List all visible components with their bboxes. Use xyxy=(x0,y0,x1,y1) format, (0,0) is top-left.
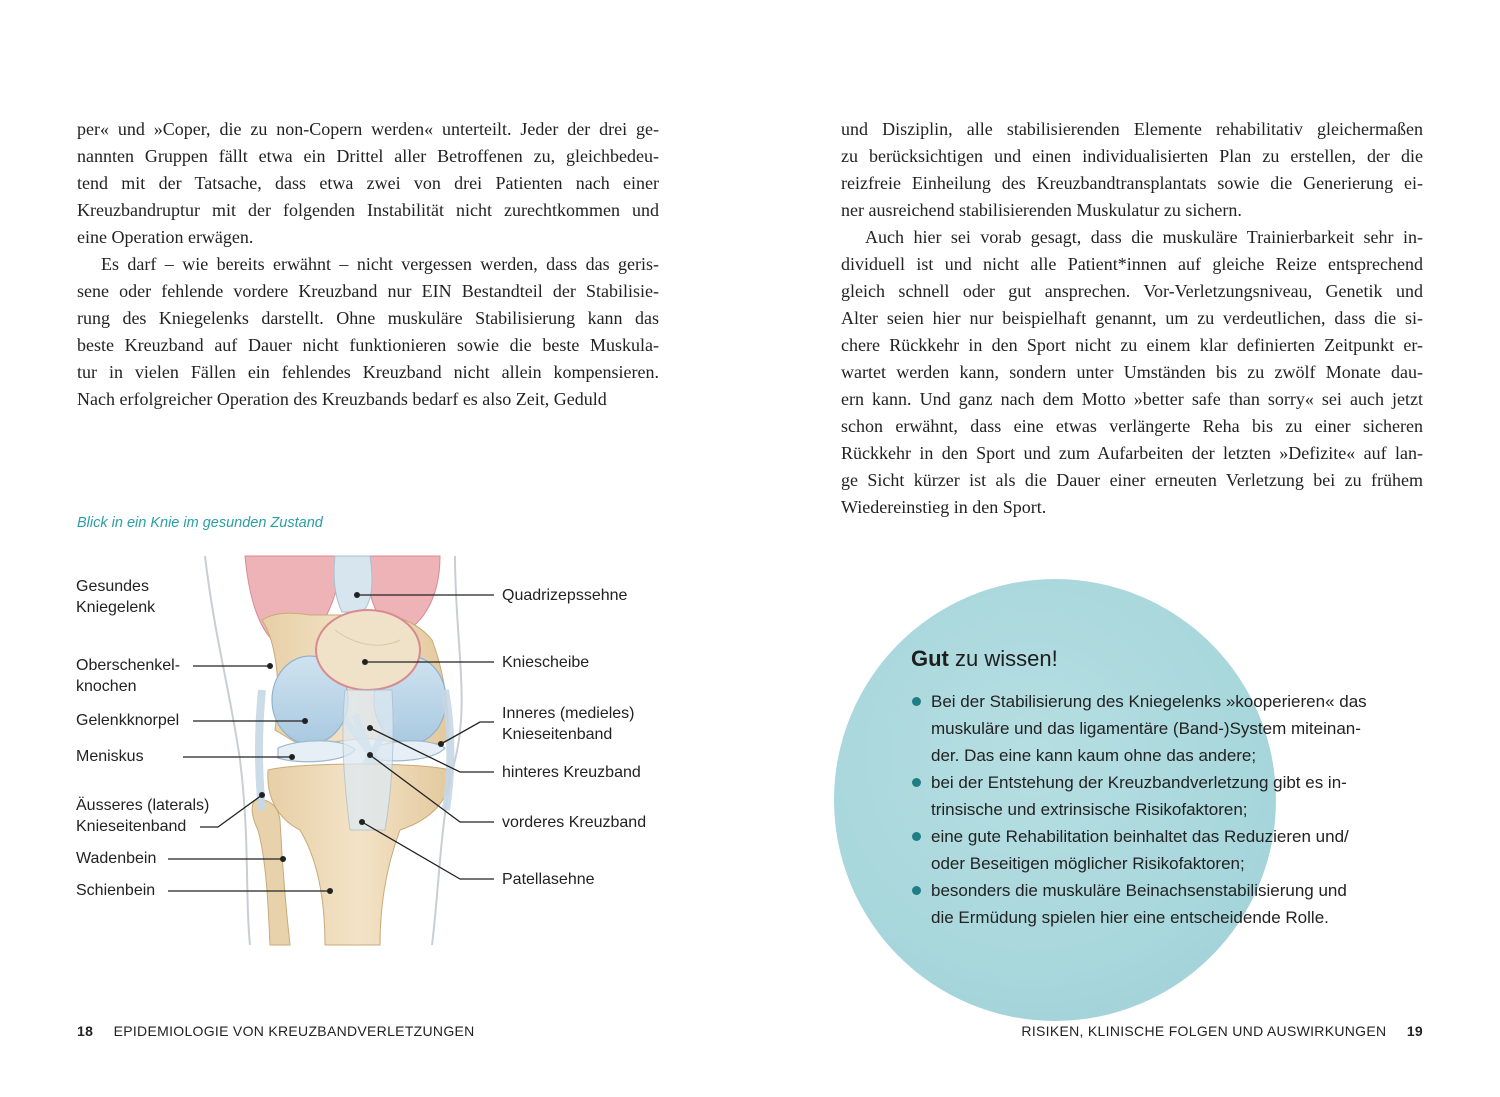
label-gelenkknorpel: Gelenkknorpel xyxy=(76,712,180,729)
text-line: Rückkehr in den Sport und zum Aufarbeiten der letzten »Defizite« auf lan- xyxy=(841,443,1423,463)
text-line: ern kann. Und ganz nach dem Motto »better safe than sorry« sei auch jetzt xyxy=(841,389,1423,409)
lateral-collateral xyxy=(259,690,262,810)
paragraph xyxy=(77,251,659,413)
fibula xyxy=(252,800,290,945)
bullet-icon xyxy=(912,832,921,841)
info-list-item xyxy=(911,877,1401,931)
text-line: schon erwähnt, dass eine etwas verlängerte Reha bis zu einer sicheren xyxy=(841,416,1423,436)
label-quadrizepssehne: Quadrizepssehne xyxy=(502,587,628,604)
footer-right xyxy=(1021,1023,1423,1039)
info-line: die Ermüdung spielen hier eine entscheidende Rolle. xyxy=(931,908,1329,927)
info-line: oder Beseitigen möglicher Risikofaktoren; xyxy=(931,854,1245,873)
text-line: eine Operation erwägen. xyxy=(77,227,254,247)
text-line: Es darf – wie bereits erwähnt – nicht vergessen werden, dass das geris- xyxy=(101,254,659,274)
text-line: per« und »Coper, die zu non-Copern werden« unterteilt. Jeder der drei ge- xyxy=(77,119,659,139)
text-line: chere Rückkehr in den Sport nicht zu einem klar definierten Zeitpunkt er- xyxy=(841,335,1423,355)
label-hinteres-kreuzband: hinteres Kreuzband xyxy=(502,764,641,781)
text-line: ner ausreichend stabilisierenden Muskulatur zu sichern. xyxy=(841,200,1242,220)
patellar-tendon xyxy=(343,690,393,830)
text-line: beste Kreuzband auf Dauer nicht funktionieren sowie die beste Muskula- xyxy=(77,335,659,355)
page-number-right: 19 xyxy=(1406,1023,1423,1039)
text-line: ge Sicht kürzer ist als die Dauer einer erneuten Verletzung bei zu frühem xyxy=(841,470,1423,490)
quadriceps-tendon xyxy=(334,556,372,612)
right-body-text xyxy=(841,116,1423,521)
info-line: bei der Entstehung der Kreuzbandverletzung gibt es in- xyxy=(931,773,1347,792)
text-line: und Disziplin, alle stabilisierenden Elemente rehabilitativ gleichermaßen xyxy=(841,119,1423,139)
bullet-icon xyxy=(912,778,921,787)
text-line: wartet werden kann, sondern unter Umständen bis zu zwölf Monate dau- xyxy=(841,362,1423,382)
text-line: Wiedereinstieg in den Sport. xyxy=(841,497,1047,517)
info-line: Bei der Stabilisierung des Kniegelenks »kooperieren« das xyxy=(931,692,1367,711)
text-line: reizfreie Einheilung des Kreuzbandtransplantats sowie die Generierung ei- xyxy=(841,173,1423,193)
figure-caption: Blick in ein Knie im gesunden Zustand xyxy=(77,515,323,531)
text-line: tur in vielen Fällen ein fehlendes Kreuzband nicht allein kompensieren. xyxy=(77,362,659,382)
left-body-text xyxy=(77,116,659,413)
paragraph xyxy=(841,116,1423,224)
text-line: zu berücksichtigen und einen individualisierten Plan zu erstellen, der die xyxy=(841,146,1423,166)
right-page xyxy=(750,0,1500,1097)
label-oberschenkelknochen: Oberschenkel- knochen xyxy=(76,657,181,695)
bullet-icon xyxy=(912,886,921,895)
text-line: tend mit der Tatsache, dass etwa zwei von drei Patienten nach einer xyxy=(77,173,659,193)
text-line: rung des Kniegelenks darstellt. Ohne muskuläre Stabilisierung kann das xyxy=(77,308,659,328)
info-line: eine gute Rehabilitation beinhaltet das Reduzieren und/ xyxy=(931,827,1349,846)
label-vorderes-kreuzband: vorderes Kreuzband xyxy=(502,814,647,831)
paragraph xyxy=(841,224,1423,521)
label-meniskus: Meniskus xyxy=(76,748,144,765)
info-list-item xyxy=(911,769,1401,823)
bullet-icon xyxy=(912,697,921,706)
text-line: Kreuzbandruptur mit der folgenden Instabilität nicht zurechtkommen und xyxy=(77,200,659,220)
info-line: besonders die muskuläre Beinachsenstabilisierung und xyxy=(931,881,1347,900)
label-patellasehne: Patellasehne xyxy=(502,871,595,888)
text-line: Nach erfolgreicher Operation des Kreuzbands bedarf es also Zeit, Geduld xyxy=(77,389,607,409)
running-head-left: EPIDEMIOLOGIE VON KREUZBANDVERLETZUNGEN xyxy=(113,1023,475,1039)
text-line: Auch hier sei vorab gesagt, dass die muskuläre Trainierbarkeit sehr in- xyxy=(865,227,1423,247)
text-line: Alter seien hier nur beispielhaft genannt, um zu verdeutlichen, dass die si- xyxy=(841,308,1423,328)
text-line: nannten Gruppen fällt etwa ein Drittel aller Betroffenen zu, gleichbedeu- xyxy=(77,146,659,166)
label-aeusseres-knieseitenband: Äusseres (laterals) Knieseitenband xyxy=(76,797,210,835)
label-schienbein: Schienbein xyxy=(76,882,156,899)
info-box-title: Gut zu wissen! xyxy=(911,646,1058,671)
info-line: trinsische und extrinsische Risikofaktoren; xyxy=(931,800,1248,819)
text-line: gleich schnell oder gut ansprechen. Vor-Verletzungsniveau, Genetik und xyxy=(841,281,1423,301)
label-inneres-knieseitenband: Inneres (medieles) Knieseitenband xyxy=(502,705,635,743)
label-wadenbein: Wadenbein xyxy=(76,850,157,867)
info-line: muskuläre und das ligamentäre (Band-)System miteinan- xyxy=(931,719,1361,738)
text-line: dividuell ist und nicht alle Patient*innen auf gleiche Reize entsprechend xyxy=(841,254,1423,274)
medial-collateral xyxy=(445,690,450,810)
running-head-right: RISIKEN, KLINISCHE FOLGEN UND AUSWIRKUNGEN xyxy=(1021,1023,1387,1039)
paragraph xyxy=(77,116,659,251)
info-box-list xyxy=(911,688,1401,931)
patella xyxy=(316,610,420,690)
page-number-left: 18 xyxy=(77,1023,94,1039)
label-gesundes-kniegelenk: Gesundes Kniegelenk xyxy=(76,578,156,616)
info-list-item xyxy=(911,688,1401,769)
label-kniescheibe: Kniescheibe xyxy=(502,654,590,671)
info-list-item xyxy=(911,823,1401,877)
text-line: sene oder fehlende vordere Kreuzband nur EIN Bestandteil der Stabilisie- xyxy=(77,281,659,301)
info-line: der. Das eine kann kaum ohne das andere; xyxy=(931,746,1257,765)
footer-left xyxy=(77,1023,475,1039)
